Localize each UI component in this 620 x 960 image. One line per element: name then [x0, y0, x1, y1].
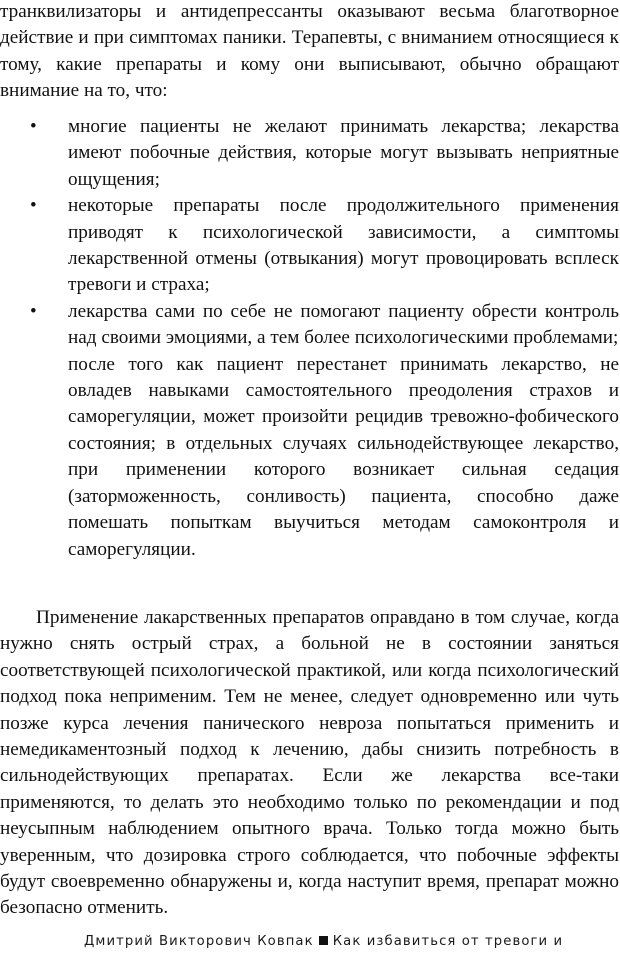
bullet-text: многие пациенты не желают принимать лекарства; лекарства имеют побочные действия, которые могут вызывать неприятные ощущения;: [68, 116, 619, 190]
footer-title: Как избавиться от тревоги и: [332, 934, 564, 949]
bullet-text: некоторые препараты после продолжительного применения приводят к психологической зависимости, а симптомы лекарственной отмены (отвыкания) могут провоцировать всплеск тревоги и страха;: [68, 195, 619, 296]
bullet-marker: •: [30, 300, 37, 322]
bullet-text: лекарства сами по себе не помогают пациенту обрести контроль над своими эмоциями, а тем более психологическими проблемами;: [68, 300, 619, 349]
footer-author: Дмитрий Викторович Ковпак: [84, 934, 314, 949]
bullet-continuation-text: после того как пациент перестанет принимать лекарство, не овладев навыками самостоятельного преодоления страхов и саморегуляции, может произойти рецидив тревожно-фобического состояния; в отдельных случаях сильнодействующее лекарство, при применении которого возникает сильная седация (заторможенность, сонливость) пациента, способно даже помешать попыткам выучиться методам самоконтроля и саморегуляции.: [68, 353, 619, 560]
running-footer: [84, 934, 563, 949]
bullet-list: [0, 114, 619, 563]
bullet-continuation: [0, 352, 619, 563]
bullet-item: [0, 193, 619, 299]
bullet-item: [0, 114, 619, 193]
bullet-marker: •: [30, 116, 37, 137]
bullet-marker: •: [30, 195, 37, 217]
main-paragraph: Применение лакарственных препаратов оправдано в том случае, когда нужно снять острый страх, а больной не в состоянии заняться соответствующей психологической практикой, или когда психологический подход пока неприменим. Тем не менее, следует одновременно или чуть позже курса лечения панического невроза попытаться применить и немедикаментозный подход к лечению, дабы снизить потребность в сильнодействующих препаратах. Если же лекарства все-таки применяются, то делать это необходимо только по рекомендации и под неусыпным наблюдением опытного врача. Только тогда можно быть уверенным, что дозировка строго соблюдается, что побочные эффекты будут своевременно обнаружены и, когда наступит время, препарат можно безопасно отменить.: [0, 607, 619, 919]
footer-separator-square: [319, 936, 328, 945]
bullet-item: [0, 299, 619, 352]
intro-paragraph: транквилизаторы и антидепрессанты оказывают весьма благотворное действие и при симптомах паники. Терапевты, с вниманием относящиеся к тому, какие препараты и кому они выписывают, обычно обращают внимание на то, что:: [0, 1, 619, 102]
